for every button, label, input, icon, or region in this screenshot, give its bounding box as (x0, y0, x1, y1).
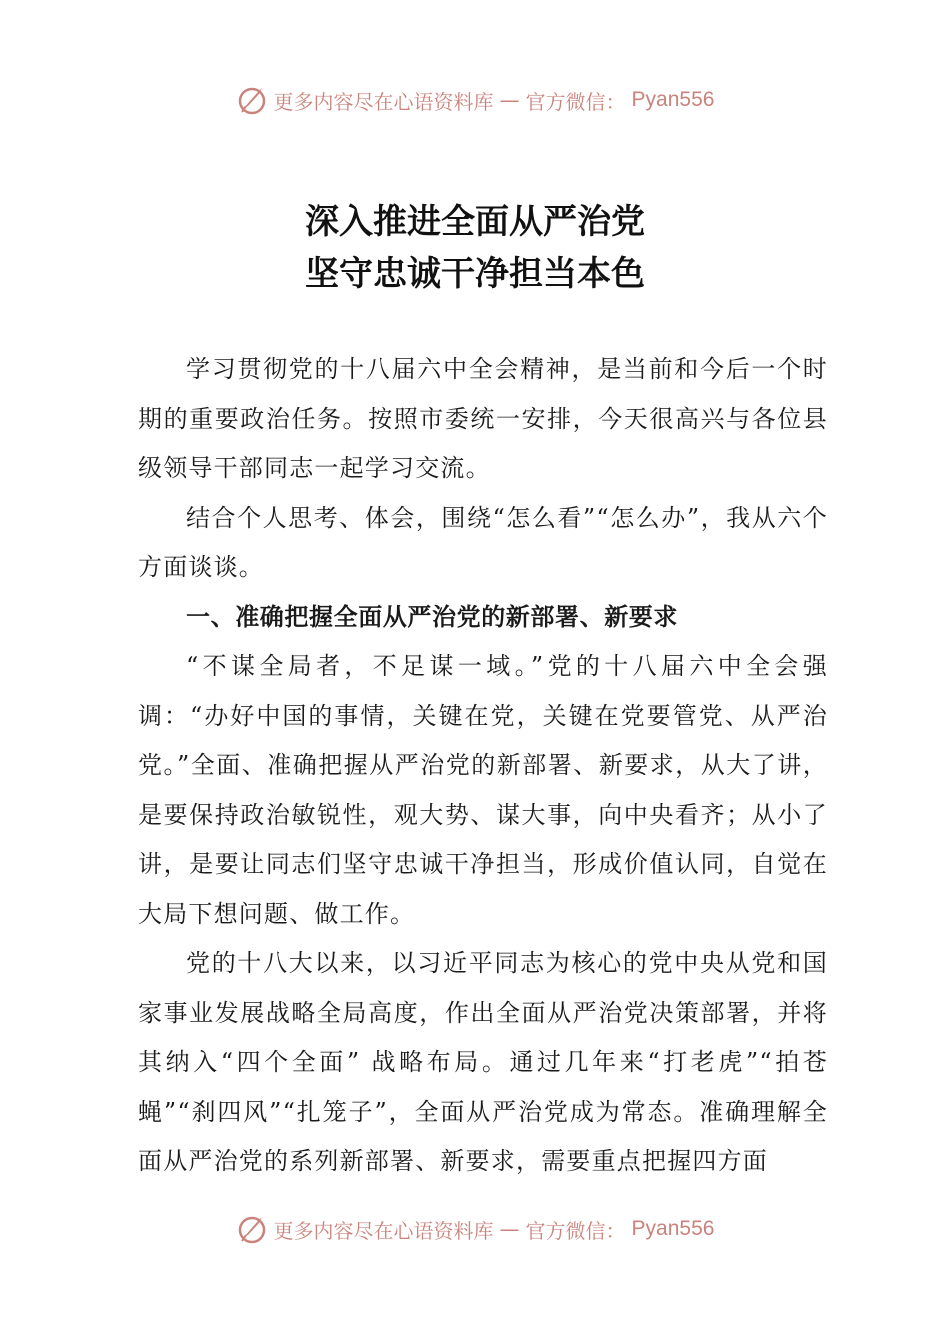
watermark-prefix: 更多内容尽在心语资料库 (273, 1218, 494, 1243)
title-line-2: 坚守忠诚干净担当本色 (305, 254, 645, 294)
document-title (0, 196, 950, 300)
paragraph-section-1-b: 党的十八大以来，以习近平同志为核心的党中央从党和国家事业发展战略全局高度，作出全面从严治党决策部署，并将其纳入“四个全面” 战略布局。通过几年来“打老虎”“拍苍蝇”“刹四风”“扎笼子”，全面从严治党成为常态。准确理解全面从严治党的系列新部署、新要求，需要重点把握四方面 (138, 949, 828, 1175)
paragraph-outline: 结合个人思考、体会，围绕“怎么看”“怎么办”，我从六个方面谈谈。 (138, 503, 828, 581)
watermark-separator: — (499, 1217, 520, 1241)
watermark-wechat-label: 官方微信： (525, 89, 626, 114)
watermark-prefix: 更多内容尽在心语资料库 (273, 89, 494, 114)
header-watermark (0, 84, 950, 116)
title-line-1: 深入推进全面从严治党 (305, 202, 645, 242)
quill-logo-icon (236, 84, 268, 116)
watermark-wechat-id: Pyan556 (631, 88, 715, 111)
watermark-wechat-id: Pyan556 (631, 1217, 715, 1240)
quill-logo-icon (236, 1213, 268, 1245)
document-body (138, 345, 828, 1187)
paragraph-intro: 学习贯彻党的十八届六中全会精神，是当前和今后一个时期的重要政治任务。按照市委统一安排，今天很高兴与各位县级领导干部同志一起学习交流。 (138, 355, 828, 482)
paragraph-section-1-a: “不谋全局者，不足谋一域。”党的十八届六中全会强调：“办好中国的事情，关键在党，关键在党要管党、从严治党。”全面、准确把握从严治党的新部署、新要求，从大了讲，是要保持政治敏锐性，观大势、谋大事，向中央看齐；从小了讲，是要让同志们坚守忠诚干净担当，形成价值认同，自觉在大局下想问题、做工作。 (138, 652, 828, 928)
footer-watermark (0, 1213, 950, 1245)
section-heading-1: 一、准确把握全面从严治党的新部署、新要求 (186, 602, 678, 631)
watermark-wechat-label: 官方微信： (525, 1218, 626, 1243)
watermark-separator: — (499, 88, 520, 112)
